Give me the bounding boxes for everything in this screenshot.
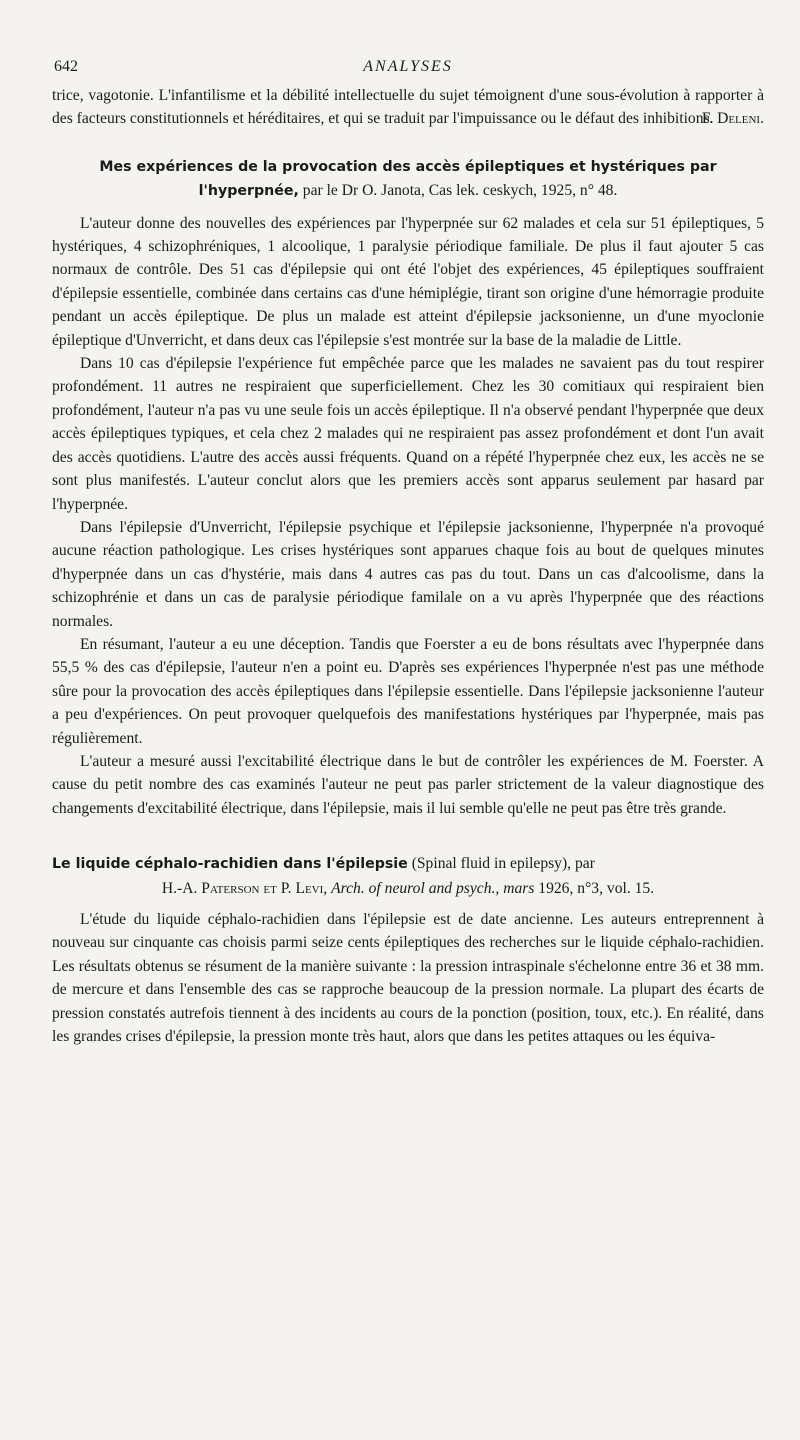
paragraph: Dans l'épilepsie d'Unverricht, l'épilepsie psychique et l'épilepsie jacksonienne, l'hyperpnée n'a provoqué aucune réaction pathologique. Les crises hystériques sont apparues chaque fois au bout de quelques minutes d'hyperpnée dans un cas d'hystérie, mais dans 4 autres cas pas du tout. Dans un cas d'alcoolisme, dans la schizophrénie et dans un cas de paralysie périodique familale on a vu après l'hyperpnée que des réactions normales. (52, 518, 764, 630)
paragraph: L'étude du liquide céphalo-rachidien dans l'épilepsie est de date ancienne. Les auteurs entreprennent à nouveau sur cinquante cas choisis parmi seize cents épileptiques des recherches sur le liquide céphalo-rachidien. Les résultats obtenus se résument de la manière suivante : la pression intraspinale s'échelonne entre 36 et 38 mm. de mercure et dans l'ensemble des cas se rapproche beaucoup de la pression normale. La plupart des écarts de pression constatés autrefois tiennent à des incidents au cours de la ponction (position, toux, etc.). En réalité, dans les grandes crises d'épilepsie, la pression monte très haut, alors que dans les petites attaques ou les équiva- (52, 911, 764, 1046)
paragraph: Dans 10 cas d'épilepsie l'expérience fut empêchée parce que les malades ne savaient pas du tout respirer profondément. 11 autres ne respiraient que superficiellement. Chez les 30 comitiaux qui respiraient bien profondément, l'auteur n'a pas vu une seule fois un accès épileptique. Il n'a observé pendant l'hyperpnée que deux accès épileptiques typiques, et cela chez 2 malades qui ne respiraient pas assez profondément et dont l'un avait des accès quotidiens. L'autre des accès aussi fréquents. Quand on a répété l'hyperpnée chez eux, les accès ne se sont plus manifestés. L'auteur conclut alors que les premiers accès sont apparus seulement par hasard par l'hyperpnée. (52, 355, 764, 513)
signature: F. Deleni. (701, 110, 764, 128)
article-heading (52, 852, 764, 900)
paragraph: En résumant, l'auteur a eu une déception. Tandis que Foerster a eu de bons résultats avec l'hyperpnée dans 55,5 % des cas d'épilepsie, l'auteur n'en a point eu. D'après ses expériences l'hyperpnée n'est pas une méthode sûre pour la provocation des accès épileptiques dans l'épilepsie essentielle. Dans l'épilepsie jacksonienne l'auteur a peu d'expériences. On peut provoquer quelquefois des manifestations hystériques par l'hyperpnée, mais pas régulièrement. (52, 635, 764, 747)
article-title: Mes expériences de la provocation des accès épileptiques et hystériques par l'hyperpnée, (99, 158, 717, 200)
article-subtitle: (Spinal fluid in epilepsy), par (407, 855, 595, 873)
article-title: Le liquide céphalo-rachidien dans l'épilepsie (52, 856, 408, 873)
journal-name: Arch. of neurol and psych., mars (331, 879, 535, 897)
paragraph: L'auteur donne des nouvelles des expériences par l'hyperpnée sur 62 malades et cela sur 51 épileptiques, 5 hystériques, 4 schizophréniques, 1 alcoolique, 1 paralysie périodique familiale. De plus il faut ajouter 5 cas normaux de contrôle. Des 51 cas d'épilepsie qui ont été l'objet des expériences, 45 épileptiques souffraient d'épilepsie essentielle, combinée dans certains cas d'une hémiplégie, tirant son origine d'une hémorragie produite pendant un accès épileptique. De plus un malade est atteint d'épilepsie jacksonienne, un d'une myoclonie épileptique d'Unverricht, et dans deux cas l'épilepsie s'est montrée sur la base de la maladie de Little. (52, 214, 764, 349)
article-paterson-levi (52, 852, 764, 1048)
article-authors: H.-A. Paterson et P. Levi, (161, 879, 328, 897)
page-number: 642 (54, 58, 78, 75)
paragraph: L'auteur a mesuré aussi l'excitabilité électrique dans le but de contrôler les expériences de M. Foerster. A cause du petit nombre des cas examinés l'auteur ne peut pas parler strictement de la valeur diagnostique des changements d'excitabilité électrique, dans l'épilepsie, mais il lui semble qu'elle ne peut pas être très grande. (52, 752, 764, 817)
article-citation: par le Dr O. Janota, Cas lek. ceskych, 1925, n° 48. (298, 182, 618, 200)
journal-issue: 1926, n°3, vol. 15. (534, 879, 655, 897)
previous-article-end (52, 84, 764, 131)
running-header (52, 58, 764, 84)
running-title: ANALYSES (363, 58, 453, 75)
page (52, 58, 764, 1048)
paragraph: trice, vagotonie. L'infantilisme et la débilité intellectuelle du sujet témoignent d'une sous-évolution à rapporter à des facteurs constitutionnels et héréditaires, et qui se traduit par l'impuissance ou le défaut des inhibitions. (52, 87, 764, 128)
article-citation (52, 877, 764, 900)
article-janota (52, 155, 764, 820)
article-heading (52, 155, 764, 204)
